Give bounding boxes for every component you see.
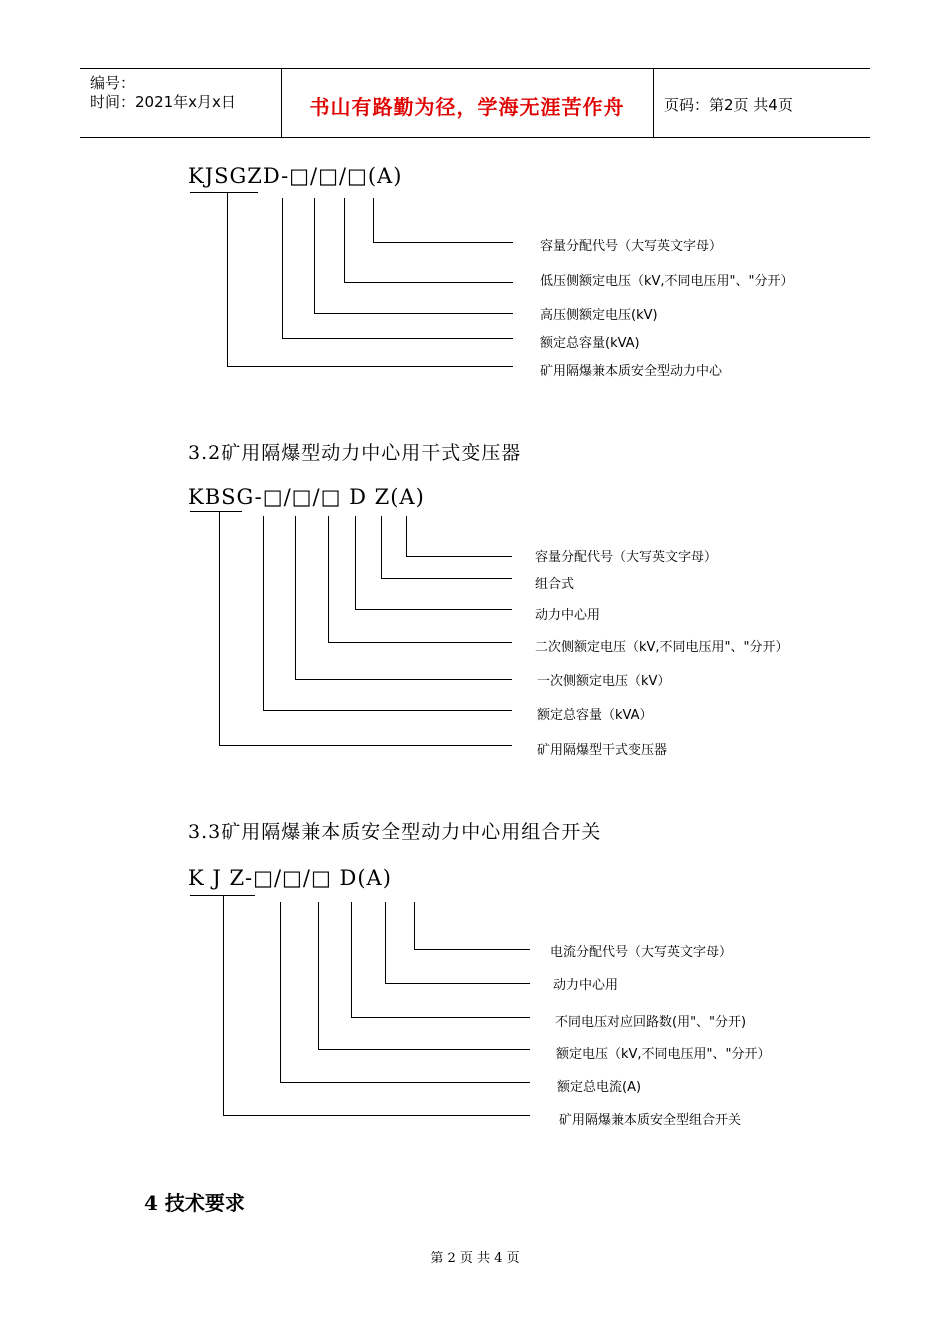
header-mid-cell (281, 69, 654, 137)
leader-line (406, 516, 407, 557)
model-code: KJSGZD-□/□/□(A) (188, 164, 403, 188)
leader-line (351, 902, 352, 1018)
label-product-name: 矿用隔爆兼本质安全型动力中心 (540, 364, 723, 379)
header-right-cell (654, 69, 870, 137)
leader-line (355, 609, 512, 610)
label-rated-capacity: 额定总容量（kVA） (537, 708, 653, 723)
label-hv-voltage: 高压侧额定电压(kV) (540, 308, 658, 323)
leader-line (344, 198, 345, 283)
leader-line (223, 896, 224, 1116)
leader-line (373, 198, 374, 243)
leader-line (295, 516, 296, 680)
label-product-name: 矿用隔爆兼本质安全型组合开关 (559, 1113, 742, 1128)
leader-line (295, 679, 512, 680)
leader-line (280, 902, 281, 1083)
model-code: KBSG-□/□/□ D Z(A) (188, 485, 425, 509)
code-underline (190, 192, 258, 193)
page-footer: 第 2 页 共 4 页 (430, 1251, 520, 1266)
code-underline (190, 511, 242, 512)
leader-line (328, 516, 329, 643)
leader-line (263, 516, 264, 711)
chapter-4-title: 4 技术要求 (144, 1191, 245, 1215)
leader-line (314, 198, 315, 314)
leader-line (263, 710, 512, 711)
label-power-center: 动力中心用 (535, 608, 601, 623)
section-3-3-title: 3.3矿用隔爆兼本质安全型动力中心用组合开关 (188, 821, 602, 843)
label-secondary-voltage: 二次侧额定电压（kV,不同电压用"、"分开） (535, 640, 789, 655)
page-info: 页码：第2页 共4页 (664, 96, 793, 114)
leader-line (414, 949, 530, 950)
leader-line (314, 313, 513, 314)
leader-line (223, 1115, 530, 1116)
leader-line (385, 902, 386, 984)
label-product-name: 矿用隔爆型干式变压器 (537, 743, 668, 758)
leader-line (406, 556, 512, 557)
header-left-cell (80, 69, 282, 137)
label-rated-voltage: 额定电压（kV,不同电压用"、"分开） (556, 1047, 771, 1062)
leader-line (381, 578, 512, 579)
label-current-code: 电流分配代号（大写英文字母） (550, 945, 733, 960)
model-code: K J Z-□/□/□ D(A) (188, 866, 392, 890)
leader-line (344, 282, 513, 283)
leader-line (351, 1017, 530, 1018)
leader-line (227, 193, 228, 367)
label-rated-capacity: 额定总容量(kVA) (540, 336, 640, 351)
leader-line (328, 642, 512, 643)
leader-line (318, 902, 319, 1050)
leader-line (227, 366, 513, 367)
label-rated-current: 额定总电流(A) (557, 1080, 642, 1095)
leader-line (219, 745, 512, 746)
label-circuit-count: 不同电压对应回路数(用"、"分开) (555, 1015, 747, 1030)
label-power-center: 动力中心用 (553, 978, 619, 993)
label-lv-voltage: 低压侧额定电压（kV,不同电压用"、"分开） (540, 274, 794, 289)
leader-line (385, 983, 530, 984)
document-number: 编号： (90, 74, 136, 92)
section-3-2-title: 3.2矿用隔爆型动力中心用干式变压器 (188, 442, 522, 464)
leader-line (219, 512, 220, 746)
leader-line (280, 1082, 530, 1083)
leader-line (381, 516, 382, 579)
label-combined: 组合式 (535, 577, 575, 592)
leader-line (414, 902, 415, 950)
label-primary-voltage: 一次侧额定电压（kV） (537, 674, 671, 689)
leader-line (318, 1049, 530, 1050)
label-capacity-code: 容量分配代号（大写英文字母） (540, 239, 723, 254)
leader-line (282, 198, 283, 339)
leader-line (282, 338, 513, 339)
leader-line (355, 516, 356, 610)
leader-line (373, 242, 513, 243)
document-date: 时间：2021年x月x日 (90, 93, 236, 111)
label-capacity-code: 容量分配代号（大写英文字母） (535, 550, 718, 565)
header-motto: 书山有路勤为径，学海无涯苦作舟 (309, 95, 625, 119)
header-table (80, 68, 870, 138)
